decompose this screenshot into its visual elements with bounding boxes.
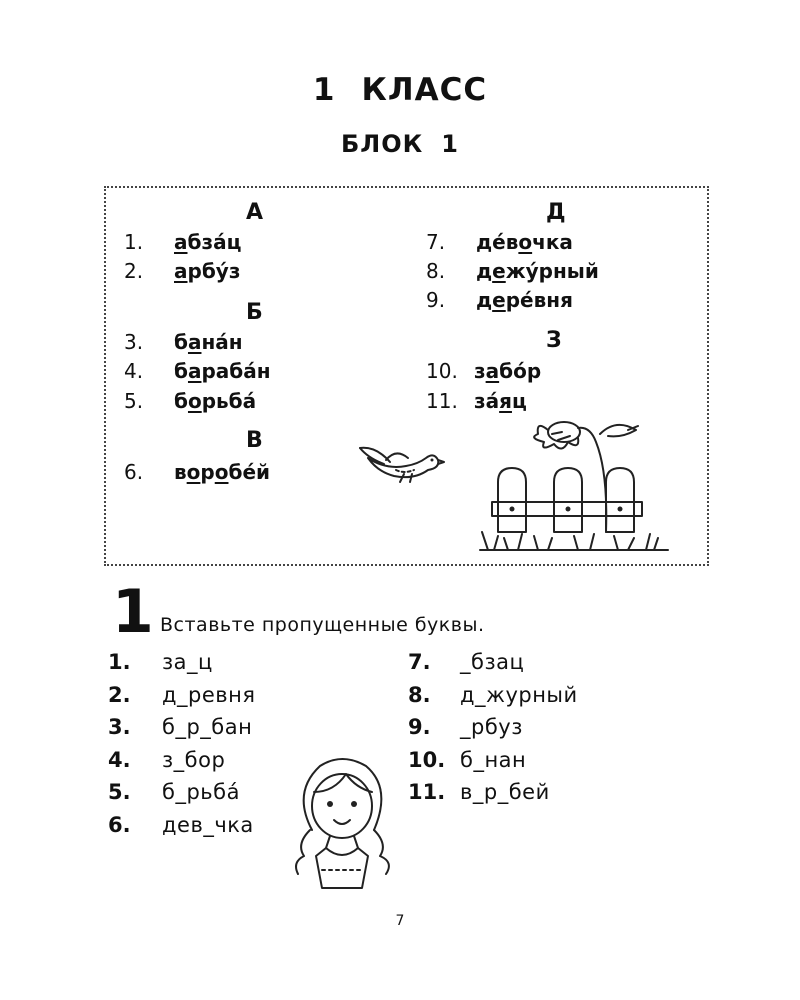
block-title [0,130,800,158]
exercise-item-number: 5. [108,780,131,804]
vocab-word: дежу́рный [476,259,599,283]
vocab-word-row [426,288,573,312]
vocab-word-number: 7. [426,230,446,254]
exercise-item-text: за_ц [162,650,213,674]
letter-heading-v: В [246,428,263,453]
exercise-item [108,813,254,837]
vocab-word-row [124,460,270,484]
exercise-item [108,683,256,707]
vocab-word: дере́вня [476,288,573,312]
underlined-letter: а [174,230,188,254]
exercise-item [108,780,240,804]
vocab-word: арбу́з [174,259,241,283]
exercise-item-text: д_ревня [162,682,256,707]
vocab-word: бана́н [174,330,243,354]
vocab-word: воробе́й [174,460,271,484]
exercise-item-text: дев_чка [162,812,254,837]
exercise-item [408,683,578,707]
underlined-letter: е [492,259,506,283]
underlined-letter: а [174,259,188,283]
vocab-word: абза́ц [174,230,242,254]
letter-heading-b: Б [246,300,263,325]
block-number: 1 [441,130,459,158]
vocab-word: забо́р [474,359,542,383]
bird-illustration [356,440,446,485]
vocab-word-row [124,389,256,413]
vocab-word-number: 4. [124,359,144,383]
exercise-item-text: д_журный [460,682,578,707]
vocab-word-number: 11. [426,389,458,413]
vocab-word-number: 1. [124,230,144,254]
letter-heading-a: А [246,200,264,225]
underlined-letter: а [187,359,202,383]
girl-illustration [282,752,402,892]
fence-flower-illustration [478,412,678,557]
exercise-item-number: 10. [408,747,446,772]
vocab-word-number: 6. [124,460,144,484]
exercise-item-text: б_рьба́ [162,780,240,804]
exercise-item-number: 11. [408,780,446,804]
exercise-item [108,650,213,674]
underlined-letter: о [214,460,229,484]
vocab-word-number: 2. [124,259,144,283]
exercise-item-number: 6. [108,812,131,837]
exercise-item-number: 9. [408,715,431,739]
vocab-word-number: 8. [426,259,446,283]
vocab-word: за́яц [474,389,527,413]
underlined-letter: е [492,288,506,312]
exercise-item-text: в_р_бей [460,780,550,804]
exercise-item-number: 2. [108,682,131,707]
vocab-word-row [426,230,573,254]
exercise-item [108,748,225,772]
exercise-item-number: 3. [108,715,131,739]
vocab-word: борьба́ [174,389,257,413]
vocab-word-row [426,359,541,383]
underlined-letter: о [518,230,533,254]
exercise-item-number: 7. [408,650,431,674]
vocab-word-row [426,389,527,413]
exercise-item-text: з_бор [162,747,226,772]
vocab-word-number: 10. [426,359,458,383]
vocab-word-row [124,359,271,383]
exercise-item-text: _рбуз [460,715,523,739]
underlined-letter: о [187,389,202,413]
vocab-word-number: 3. [124,330,144,354]
grade-label: КЛАСС [361,72,488,108]
vocab-word-row [124,330,243,354]
underlined-letter: я [499,389,512,413]
page-number: 7 [395,913,405,929]
vocab-word-number: 9. [426,288,446,312]
exercise-item-text: б_нан [460,747,527,772]
exercise-item-number: 8. [408,682,431,707]
exercise-item [408,780,550,804]
exercise-item [408,650,524,674]
letter-heading-z: З [546,328,562,353]
exercise-instruction: Вставьте пропущенные буквы. [160,614,485,636]
exercise-item-number: 1. [108,650,131,674]
exercise-item [408,715,523,739]
underlined-letter: а [485,359,500,383]
vocab-word: де́вочка [476,230,573,254]
vocab-word-row [426,259,599,283]
underlined-letter: а [187,330,202,354]
exercise-item [408,748,526,772]
vocab-word-row [124,230,241,254]
exercise-item-number: 4. [108,747,131,772]
underlined-letter: о [186,460,201,484]
block-label: БЛОК [341,130,424,158]
vocab-word-row [124,259,240,283]
exercise-number: 1 [112,577,154,647]
exercise-item-text: б_р_бан [162,715,253,739]
grade-number: 1 [312,72,336,108]
letter-heading-d: Д [546,200,566,225]
vocab-word: бараба́н [174,359,271,383]
page-title [0,72,800,108]
exercise-item [108,715,252,739]
exercise-item-text: _бзац [460,650,525,674]
vocab-word-number: 5. [124,389,144,413]
bird-eye [431,459,434,462]
